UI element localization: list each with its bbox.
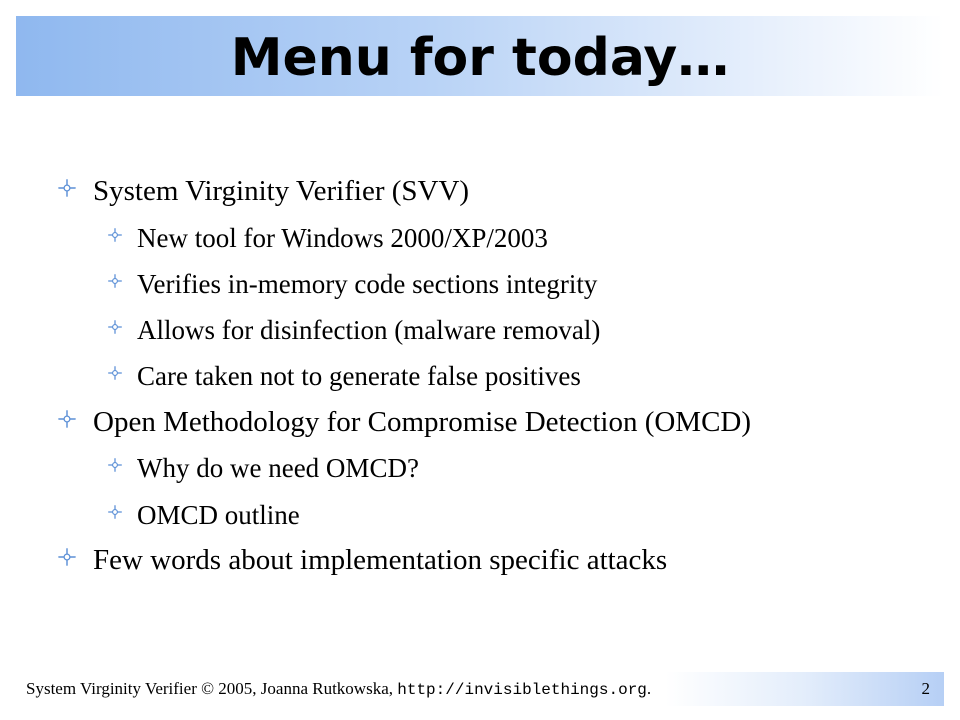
sparkle-bullet-icon: [58, 548, 76, 566]
bullet-item: [108, 453, 419, 484]
footer-credit-text: System Virginity Verifier © 2005, Joanna Rutkowska,: [26, 679, 398, 698]
bullet-item: [108, 315, 600, 346]
sparkle-bullet-icon: [58, 410, 76, 428]
bullet-text: System Virginity Verifier (SVV): [93, 175, 470, 207]
sparkle-bullet-icon: [108, 228, 122, 242]
sparkle-bullet-icon: [58, 179, 76, 197]
page-number: 2: [921, 679, 930, 698]
footer-credit: [26, 672, 651, 706]
sparkle-bullet-icon: [108, 505, 122, 519]
bullet-text: Why do we need OMCD?: [137, 453, 419, 483]
footer-url: http://invisiblethings.org: [397, 681, 647, 699]
bullet-text: OMCD outline: [137, 500, 300, 530]
bullet-text: Allows for disinfection (malware removal): [137, 315, 601, 345]
bullet-item: [108, 269, 597, 300]
bullet-item: [108, 223, 548, 254]
bullet-item: [58, 175, 469, 208]
bullet-text: Few words about implementation specific attacks: [93, 544, 668, 576]
sparkle-bullet-icon: [108, 458, 122, 472]
bullet-text: New tool for Windows 2000/XP/2003: [137, 223, 548, 253]
sparkle-bullet-icon: [108, 320, 122, 334]
bullet-text: Verifies in-memory code sections integrity: [137, 269, 598, 299]
sparkle-bullet-icon: [108, 366, 122, 380]
bullet-item: [108, 500, 300, 531]
footer-suffix: .: [646, 679, 652, 698]
bullet-text: Care taken not to generate false positives: [137, 361, 581, 391]
sparkle-bullet-icon: [108, 274, 122, 288]
slide-title: Menu for today…: [230, 28, 730, 88]
bullet-text: Open Methodology for Compromise Detection (OMCD): [93, 406, 752, 438]
bullet-item: [58, 406, 751, 439]
bullet-item: [108, 361, 581, 392]
bullet-item: [58, 544, 667, 577]
